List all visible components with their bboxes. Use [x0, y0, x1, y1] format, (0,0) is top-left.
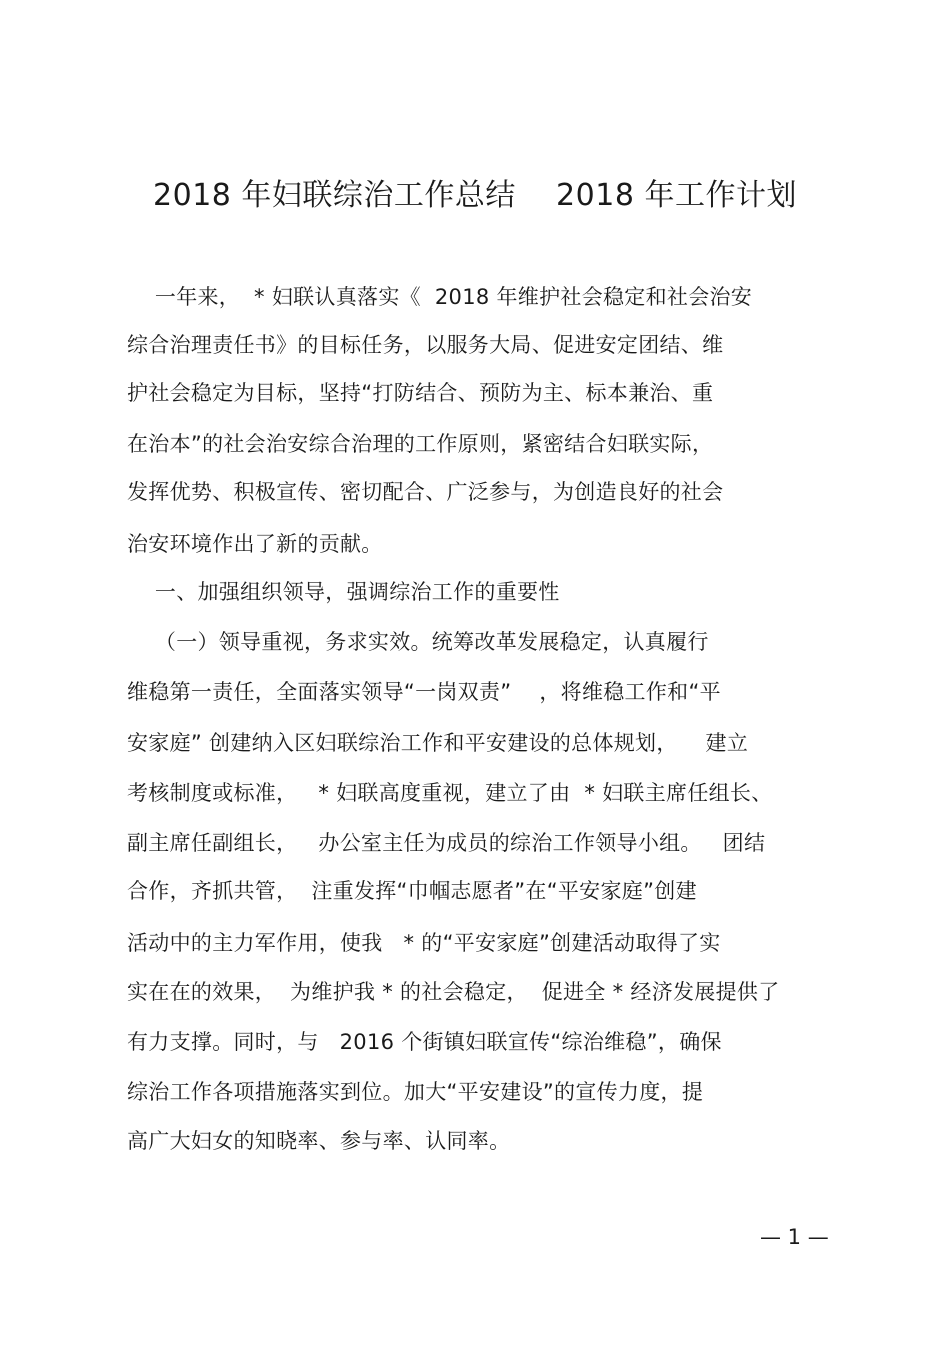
paragraph-line: 护社会稳定为目标，坚持“打防结合、预防为主、标本兼治、重: [127, 381, 714, 405]
paragraph-line: 一年来， * 妇联认真落实《 2018 年维护社会稳定和社会治安: [127, 285, 753, 309]
paragraph-line: 发挥优势、积极宣传、密切配合、广泛参与，为创造良好的社会: [127, 480, 724, 504]
paragraph-line: 副主席任副组长， 办公室主任为成员的综治工作领导小组。 团结: [127, 831, 766, 855]
paragraph-line: 有力支撑。同时，与 2016 个街镇妇联宣传“综治维稳”，确保: [127, 1030, 722, 1054]
paragraph-line: 治安环境作出了新的贡献。: [127, 532, 383, 556]
paragraph-line: 在治本”的社会治安综合治理的工作原则，紧密结合妇联实际，: [127, 432, 714, 456]
paragraph-line: 实在在的效果， 为维护我 * 的社会稳定， 促进全 * 经济发展提供了: [127, 980, 780, 1004]
document-title: 2018 年妇联综治工作总结 2018 年工作计划: [153, 178, 797, 213]
paragraph-line: 合作，齐抓共管， 注重发挥“巾帼志愿者”在“平安家庭”创建: [127, 879, 697, 903]
paragraph-line: （一）领导重视，务求实效。统筹改革发展稳定，认真履行: [127, 630, 709, 654]
page-number: — 1 —: [760, 1225, 829, 1249]
section-heading: 一、加强组织领导，强调综治工作的重要性: [127, 580, 560, 604]
paragraph-line: 考核制度或标准， * 妇联高度重视，建立了由 * 妇联主席任组长、: [127, 781, 773, 805]
paragraph-line: 活动中的主力军作用，使我 * 的“平安家庭”创建活动取得了实: [127, 931, 721, 955]
paragraph-line: 维稳第一责任，全面落实领导“一岗双责” ，将维稳工作和“平: [127, 680, 721, 704]
paragraph-line: 综治工作各项措施落实到位。加大“平安建设”的宣传力度，提: [127, 1080, 704, 1104]
paragraph-line: 综合治理责任书》的目标任务，以服务大局、促进安定团结、维: [127, 333, 724, 357]
paragraph-line: 安家庭” 创建纳入区妇联综治工作和平安建设的总体规划， 建立: [127, 731, 749, 755]
paragraph-line: 高广大妇女的知晓率、参与率、认同率。: [127, 1129, 511, 1153]
